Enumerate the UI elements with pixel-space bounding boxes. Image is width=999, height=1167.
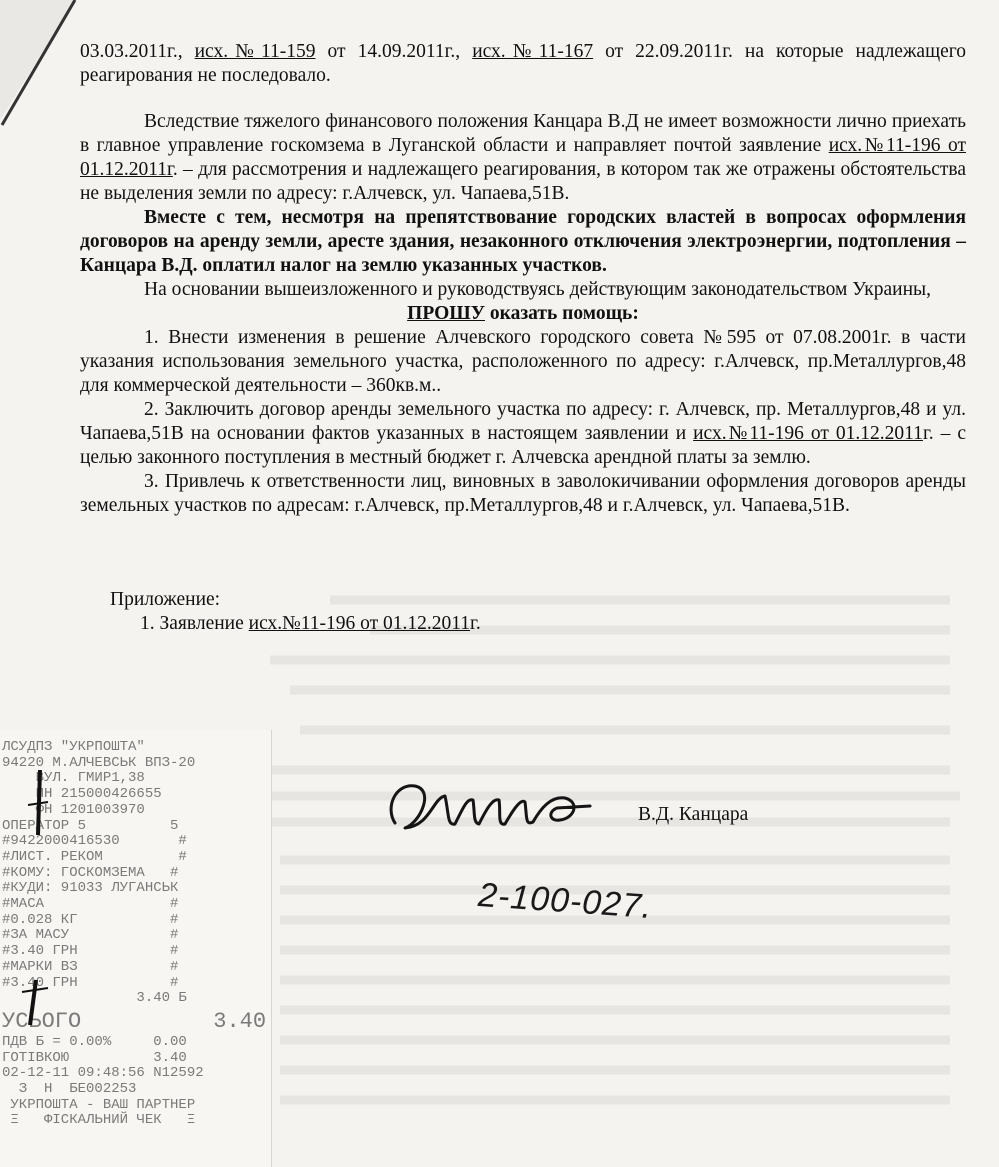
request-item-2: 2. Заключить договор аренды земельного участка по адресу: г. Алчевск, пр. Металлургов,48 и ул. Чапаева,51В на основании фактов указанных в настоящем заявлении и исх.№11-196 от 01.12.2011г. – с целью законного поступления в местный бюджет г. Алчевска арендной платы за землю. (80, 399, 966, 468)
attachment-item: 1. Заявление исх.№11-196 от 01.12.2011г. (140, 613, 481, 634)
receipt-total (2, 1009, 271, 1035)
receipt-line: 94220 М.АЛЧЕВСЬК ВПЗ-20 (2, 754, 196, 771)
receipt-total-label: УСЬОГО (2, 1008, 82, 1034)
postal-receipt (0, 730, 272, 1167)
receipt-total-value: 3.40 (213, 1008, 267, 1034)
attachment-heading: Приложение: (110, 589, 221, 610)
receipt-line: З Н БЕ002253 (2, 1081, 137, 1098)
receipt-line: #КУДИ: 91033 ЛУГАНСЬК (2, 880, 179, 897)
receipt-line: #МАСА # (2, 896, 179, 913)
receipt-line: УКРПОШТА - ВАШ ПАРТНЕР (2, 1096, 196, 1113)
reference-11-159: исх.№11-159 (194, 41, 316, 62)
reference-11-196-item2: исх.№11-196 от 01.12.2011 (693, 423, 923, 444)
letter-body (80, 40, 966, 636)
request-item-1: 1. Внести изменения в решение Алчевского городского совета №595 от 07.08.2001г. в части указания использования земельного участка, расположенного по адресу: г.Алчевск, пр.Металлургов,48 для коммерческой деятельности – 360кв.м.. (80, 327, 966, 396)
receipt-line: ОПЕРАТОР 5 5 (2, 817, 179, 834)
receipt-line: ПДВ Б = 0.00% 0.00 (2, 1033, 187, 1050)
handwritten-signature (375, 768, 615, 848)
receipt-line: 02-12-11 09:48:56 N12592 (2, 1065, 204, 1082)
receipt-line: ЛСУДПЗ "УКРПОШТА" (2, 739, 145, 755)
receipt-line: ВУЛ. ГМИР1,38 (2, 770, 145, 787)
receipt-line: 3.40 Б (2, 990, 187, 1007)
receipt-line: #ЗА МАСУ # (2, 927, 179, 944)
receipt-line: #0.028 КГ # (2, 911, 179, 928)
paragraph-legal-basis: На основании вышеизложенного и руководствуясь действующим законодательством Украины, (144, 279, 932, 300)
receipt-line: ГОТІВКОЮ 3.40 (2, 1049, 187, 1066)
receipt-line: ФН 1201003970 (2, 801, 145, 818)
reference-11-196: исх.№11-196 от 01.12.2011г (80, 135, 966, 180)
paragraph-tax-paid: Вместе с тем, несмотря на препятствование городских властей в вопросах оформления договоров на аренду земли, аресте здания, незаконного отключения электроэнергии, подтопления – Канцара В.Д. оплатил налог на землю указанных участков. (80, 207, 966, 276)
signer-name: В.Д. Канцара (638, 804, 749, 825)
receipt-line: #3.40 ГРН # (2, 943, 179, 960)
handwritten-registration-number: 2-100-027. (476, 875, 654, 927)
receipt-line: #9422000416530 # (2, 833, 187, 850)
receipt-line: #МАРКИ ВЗ # (2, 958, 179, 975)
receipt-line: #КОМУ: ГОСКОМЗЕМА # (2, 864, 179, 881)
receipt-line: Ξ ФІСКАЛЬНИЙ ЧЕК Ξ (2, 1112, 196, 1129)
receipt-line: #3.40 ГРН # (2, 974, 179, 991)
paragraph-financial-situation: Вследствие тяжелого финансового положения Канцара В.Д не имеет возможности лично приехать в главное управление госкомзема в Луганской области и направляет почтой заявление исх.№11-196 от 01.12.2011г. – для рассмотрения и надлежащего реагирования, в котором так же отражены обстоятельства не выделения земли по адресу: г.Алчевск, ул. Чапаева,51В. (80, 111, 966, 204)
attachment-reference: исх.№11-196 от 01.12.2011 (248, 613, 471, 634)
receipt-line: ПН 215000426655 (2, 786, 162, 803)
paragraph-previous-requests: 03.03.2011г., исх.№11-159 от 14.09.2011г., исх.№11-167 от 22.09.2011г. на которые надлежащего реагирования не последовало. (80, 41, 967, 86)
request-item-3: 3. Привлечь к ответственности лиц, виновных в заволокичивании оформления договоров аренды земельных участков по адресам: г.Алчевск, пр.Металлургов,48 и г.Алчевск, ул. Чапаева,51В. (80, 471, 966, 516)
reference-11-167: исх.№11-167 (472, 41, 594, 62)
request-heading: ПРОШУ оказать помощь: (407, 303, 639, 324)
receipt-line: #ЛИСТ. РЕКОМ # (2, 848, 187, 865)
